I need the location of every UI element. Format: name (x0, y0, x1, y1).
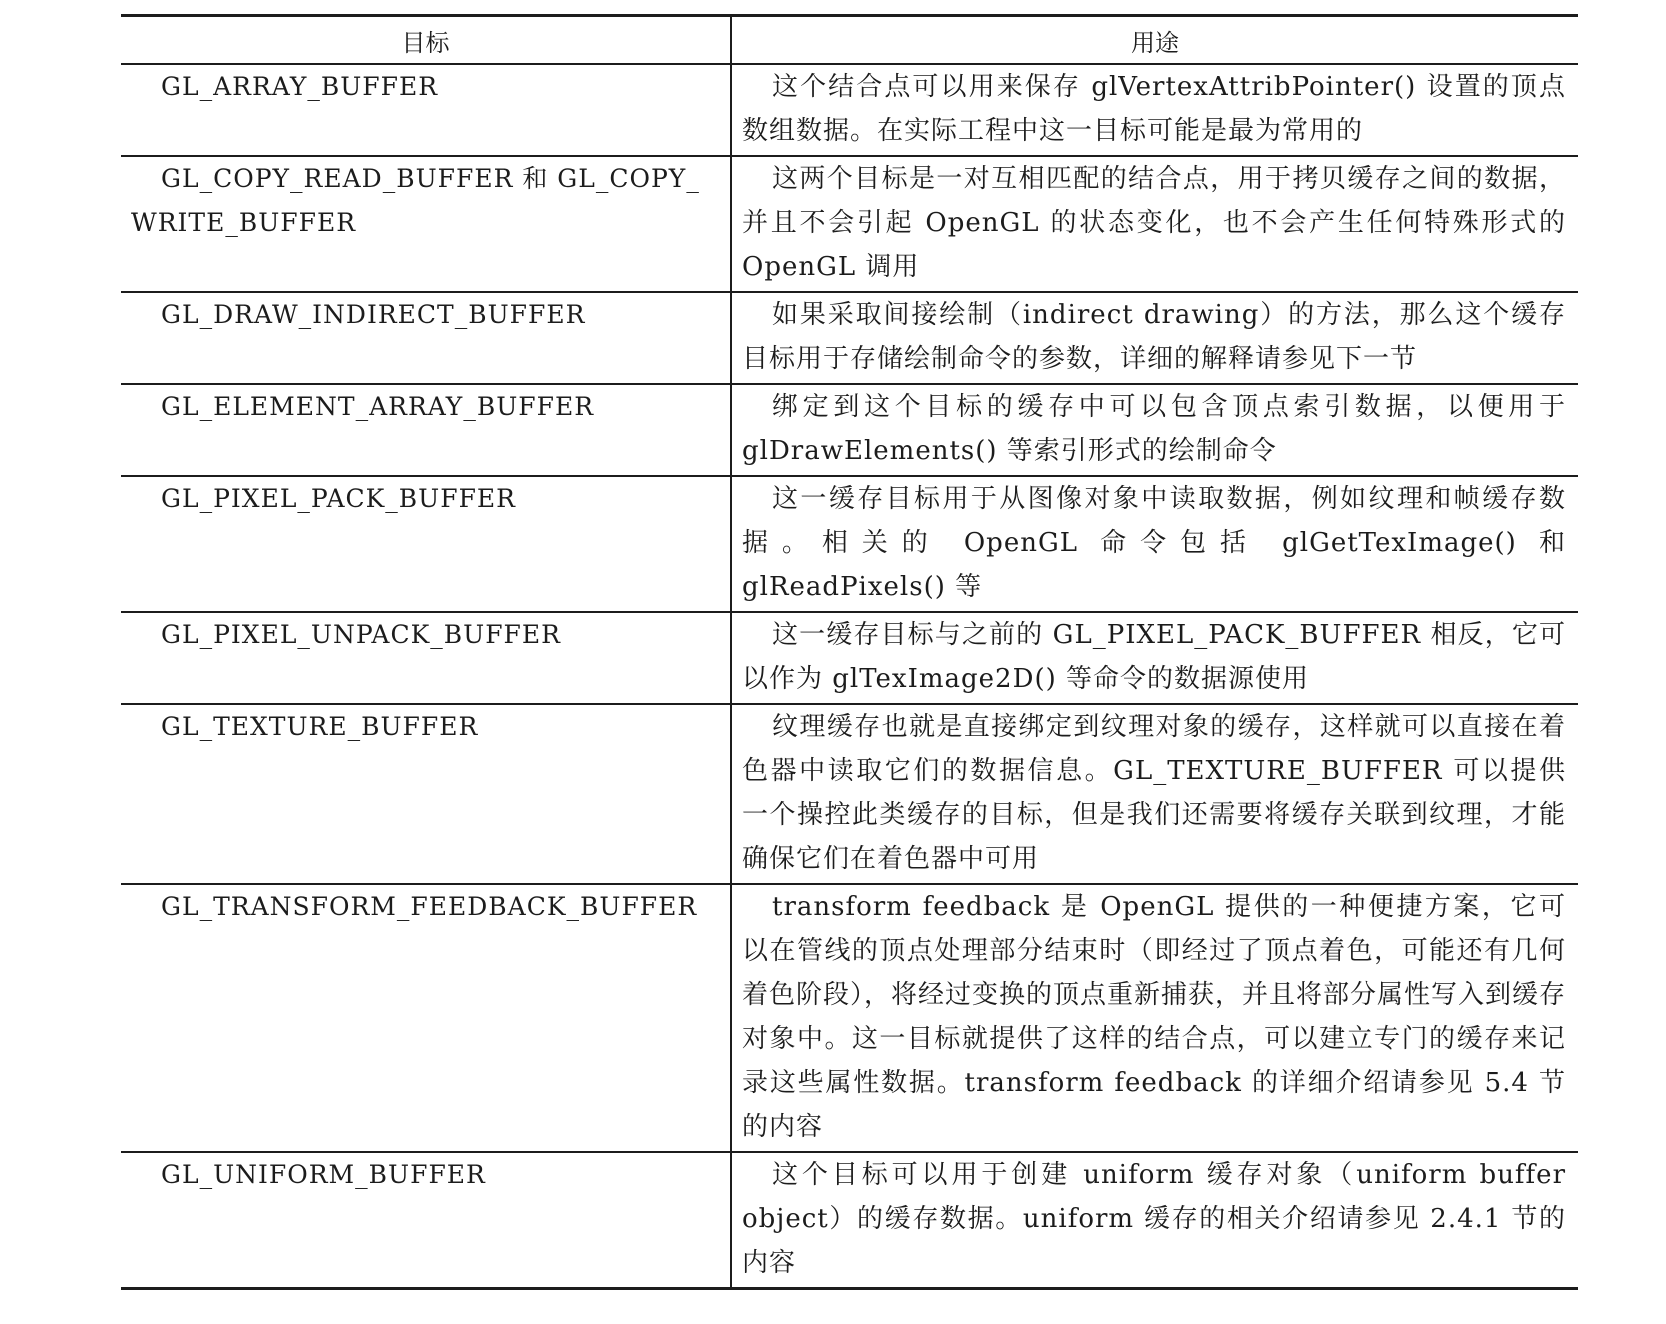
usage-cell: 如果采取间接绘制（indirect drawing）的方法，那么这个缓存目标用于存储绘制命令的参数，详细的解释请参见下一节 (731, 292, 1578, 384)
target-cell: GL_DRAW_INDIRECT_BUFFER (121, 292, 731, 384)
usage-cell: 这两个目标是一对互相匹配的结合点，用于拷贝缓存之间的数据，并且不会引起 OpenGL 的状态变化，也不会产生任何特殊形式的 OpenGL 调用 (731, 156, 1578, 292)
table-row (121, 384, 1578, 476)
usage-cell: 这一缓存目标与之前的 GL_PIXEL_PACK_BUFFER 相反，它可以作为 glTexImage2D() 等命令的数据源使用 (731, 612, 1578, 704)
header-usage: 用途 (731, 16, 1578, 65)
usage-cell: 这一缓存目标用于从图像对象中读取数据，例如纹理和帧缓存数据。相关的 OpenGL 命令包括 glGetTexImage() 和 glReadPixels() 等 (731, 476, 1578, 612)
target-cell: GL_ARRAY_BUFFER (121, 64, 731, 156)
table-row (121, 884, 1578, 1152)
usage-cell: transform feedback 是 OpenGL 提供的一种便捷方案，它可以在管线的顶点处理部分结束时（即经过了顶点着色，可能还有几何着色阶段），将经过变换的顶点重新捕获，并且将部分属性写入到缓存对象中。这一目标就提供了这样的结合点，可以建立专门的缓存来记录这些属性数据。transform feedback 的详细介绍请参见 5.4 节的内容 (731, 884, 1578, 1152)
buffer-targets-table (121, 14, 1578, 1290)
table-row (121, 64, 1578, 156)
table-row (121, 292, 1578, 384)
table-row (121, 612, 1578, 704)
usage-cell: 这个目标可以用于创建 uniform 缓存对象（uniform buffer object）的缓存数据。uniform 缓存的相关介绍请参见 2.4.1 节的内容 (731, 1152, 1578, 1289)
usage-cell: 这个结合点可以用来保存 glVertexAttribPointer() 设置的顶点数组数据。在实际工程中这一目标可能是最为常用的 (731, 64, 1578, 156)
target-cell: GL_PIXEL_UNPACK_BUFFER (121, 612, 731, 704)
target-cell: GL_ELEMENT_ARRAY_BUFFER (121, 384, 731, 476)
header-target: 目标 (121, 16, 731, 65)
table-row (121, 476, 1578, 612)
table-caption (0, 0, 1666, 6)
table-header-row (121, 16, 1578, 65)
usage-cell: 纹理缓存也就是直接绑定到纹理对象的缓存，这样就可以直接在着色器中读取它们的数据信息。GL_TEXTURE_BUFFER 可以提供一个操控此类缓存的目标，但是我们还需要将缓存关联到纹理，才能确保它们在着色器中可用 (731, 704, 1578, 884)
target-cell: GL_PIXEL_PACK_BUFFER (121, 476, 731, 612)
table-row (121, 1152, 1578, 1289)
target-cell: GL_TRANSFORM_FEEDBACK_BUFFER (121, 884, 731, 1152)
target-cell: GL_UNIFORM_BUFFER (121, 1152, 731, 1289)
target-cell: GL_COPY_READ_BUFFER 和 GL_COPY_WRITE_BUFFER (121, 156, 731, 292)
table-row (121, 704, 1578, 884)
table-row (121, 156, 1578, 292)
usage-cell: 绑定到这个目标的缓存中可以包含顶点索引数据，以便用于 glDrawElements() 等索引形式的绘制命令 (731, 384, 1578, 476)
target-cell: GL_TEXTURE_BUFFER (121, 704, 731, 884)
